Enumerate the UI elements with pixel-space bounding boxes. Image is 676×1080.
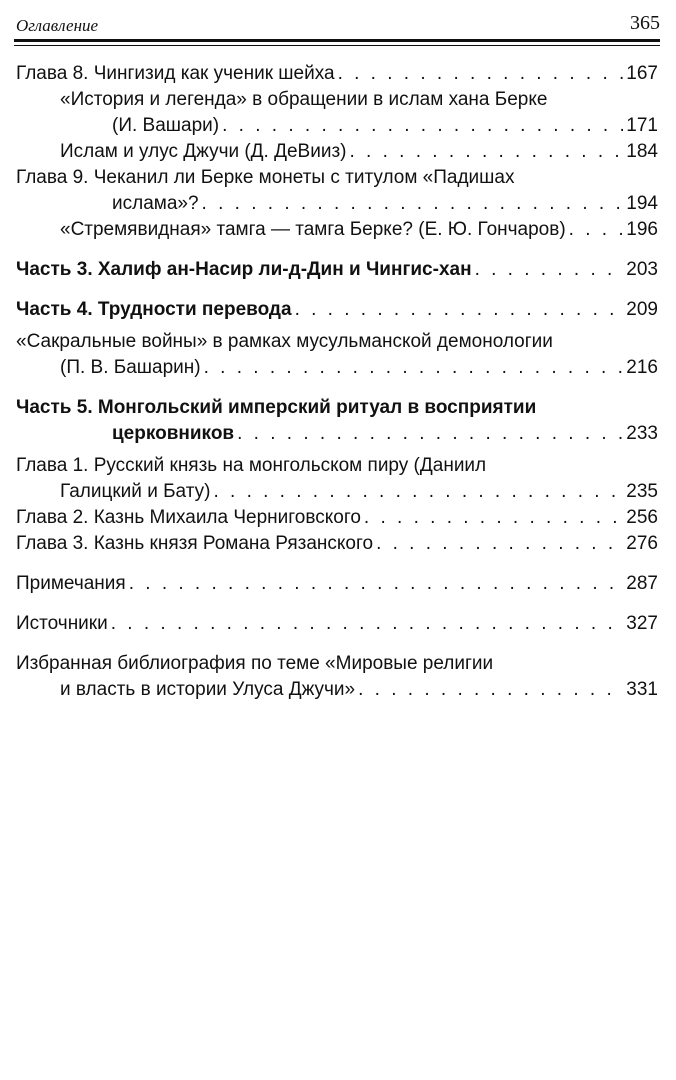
dot-leader — [295, 297, 624, 323]
header-rule-thin — [14, 45, 660, 46]
toc-entry-title: Часть 4. Трудности перевода — [16, 299, 292, 320]
toc-entry-page: 167 — [626, 63, 658, 84]
toc-entry-vashari[interactable] — [16, 87, 658, 139]
toc-entry-title: Глава 8. Чингизид как ученик шейха — [16, 63, 335, 84]
toc-entry-chapter-8[interactable] — [16, 61, 658, 87]
toc-entry-part-4[interactable] — [16, 297, 658, 323]
toc-entry-title-line1: Часть 5. Монгольский имперский ритуал в восприятии — [16, 397, 537, 418]
dot-leader — [237, 421, 623, 447]
toc-entry-page: 184 — [626, 141, 658, 162]
dot-leader — [202, 191, 624, 217]
toc-entry-page: 276 — [626, 533, 658, 554]
header-rule-thick — [14, 39, 660, 42]
toc-entry-title: Источники — [16, 613, 108, 634]
table-of-contents — [16, 61, 658, 703]
toc-entry-title-line1: Избранная библиография по теме «Мировые религии — [16, 653, 494, 674]
toc-entry-chapter-3[interactable] — [16, 531, 658, 557]
dot-leader — [349, 139, 623, 165]
toc-entry-page: 171 — [626, 115, 658, 136]
toc-entry-title: и власть в истории Улуса Джучи» — [60, 679, 356, 700]
toc-entry-title: ислама»? — [112, 193, 199, 214]
dot-leader — [338, 61, 624, 87]
toc-entry-chapter-1[interactable] — [16, 453, 658, 505]
toc-entry-page: 331 — [626, 679, 658, 700]
toc-entry-page: 196 — [626, 219, 658, 240]
dot-leader — [358, 677, 623, 703]
dot-leader — [213, 479, 623, 505]
dot-leader — [222, 113, 623, 139]
toc-entry-title-line1: Глава 9. Чеканил ли Берке монеты с титулом «Падишах — [16, 167, 515, 188]
toc-entry-sources[interactable] — [16, 611, 658, 637]
toc-entry-title: Ислам и улус Джучи (Д. ДеВииз) — [60, 141, 347, 162]
toc-entry-title: Примечания — [16, 573, 126, 594]
toc-entry-basharin[interactable] — [16, 329, 658, 381]
toc-entry-title: Глава 3. Казнь князя Романа Рязанского — [16, 533, 374, 554]
dot-leader — [475, 257, 624, 283]
toc-entry-title-line1: «История и легенда» в обращении в ислам хана Берке — [60, 89, 548, 110]
toc-entry-title: «Стремявидная» тамга — тамга Берке? (Е. Ю. Гончаров) — [60, 219, 566, 240]
toc-entry-page: 209 — [626, 299, 658, 320]
toc-entry-bibliography[interactable] — [16, 651, 658, 703]
toc-entry-deweese[interactable] — [16, 139, 658, 165]
dot-leader — [569, 217, 624, 243]
toc-entry-notes[interactable] — [16, 571, 658, 597]
toc-entry-page: 256 — [626, 507, 658, 528]
toc-entry-page: 287 — [626, 573, 658, 594]
toc-entry-title: Галицкий и Бату) — [60, 481, 211, 502]
page-header — [14, 10, 660, 38]
toc-entry-page: 235 — [626, 481, 658, 502]
toc-entry-title: церковников — [112, 423, 235, 444]
toc-entry-page: 233 — [626, 423, 658, 444]
dot-leader — [364, 505, 623, 531]
toc-entry-goncharov[interactable] — [16, 217, 658, 243]
dot-leader — [111, 611, 624, 637]
toc-entry-chapter-2[interactable] — [16, 505, 658, 531]
page-number: 365 — [630, 12, 660, 34]
toc-entry-chapter-9[interactable] — [16, 165, 658, 217]
dot-leader — [376, 531, 623, 557]
toc-entry-title: (П. В. Башарин) — [60, 357, 201, 378]
dot-leader — [204, 355, 624, 381]
toc-entry-part-5[interactable] — [16, 395, 658, 447]
dot-leader — [129, 571, 624, 597]
toc-entry-part-3[interactable] — [16, 257, 658, 283]
toc-entry-title-line1: «Сакральные войны» в рамках мусульманской демонологии — [16, 331, 553, 352]
running-title: Оглавление — [16, 16, 99, 35]
toc-entry-title: (И. Вашари) — [112, 115, 220, 136]
toc-entry-page: 203 — [626, 259, 658, 280]
toc-entry-title: Часть 3. Халиф ан-Насир ли-д-Дин и Чингис-хан — [16, 259, 472, 280]
toc-entry-page: 216 — [626, 357, 658, 378]
toc-entry-page: 194 — [626, 193, 658, 214]
toc-entry-title: Глава 2. Казнь Михаила Черниговского — [16, 507, 361, 528]
toc-entry-title-line1: Глава 1. Русский князь на монгольском пиру (Даниил — [16, 455, 487, 476]
toc-entry-page: 327 — [626, 613, 658, 634]
